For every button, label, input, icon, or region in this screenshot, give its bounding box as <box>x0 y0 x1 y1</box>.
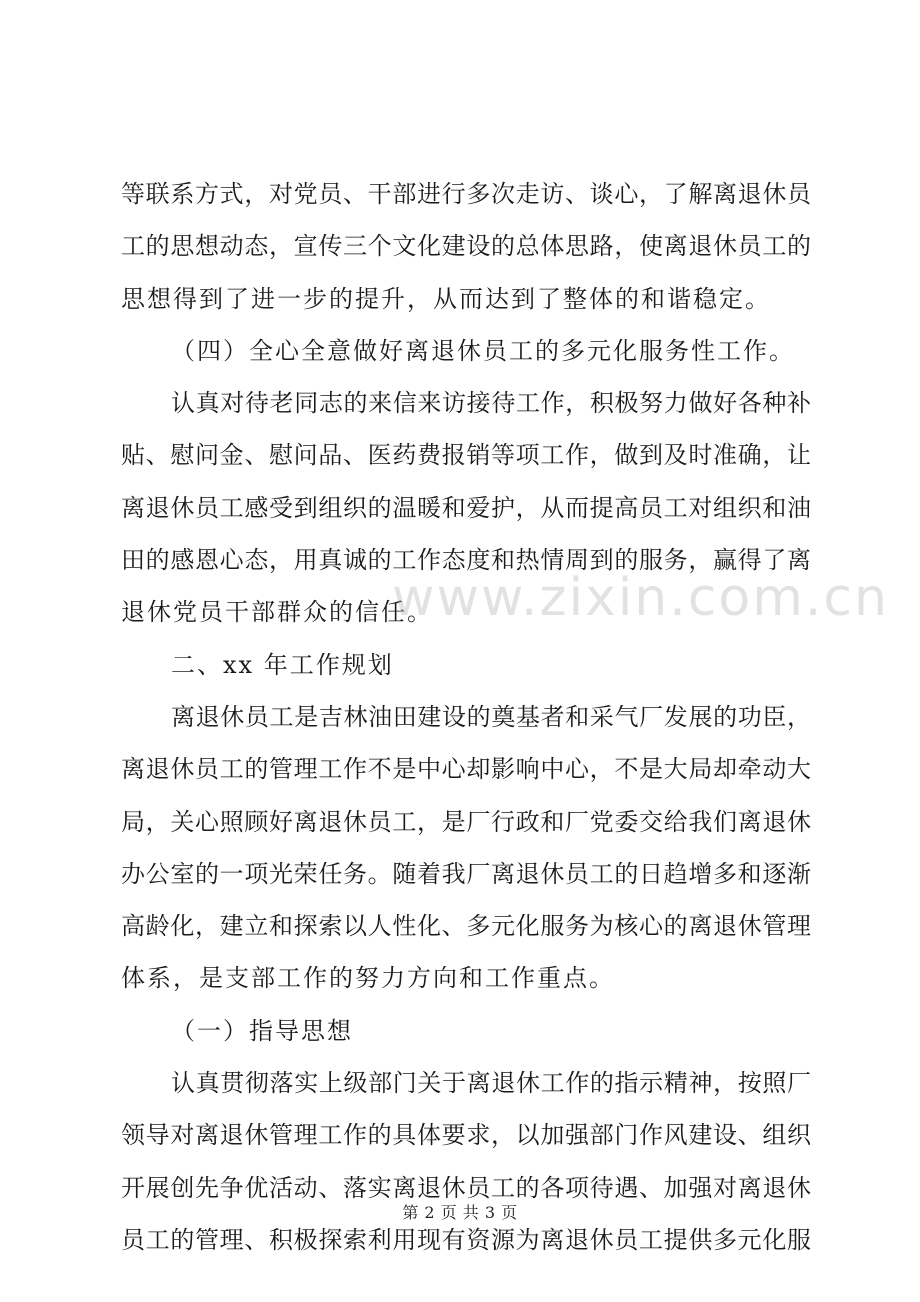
text-line: 思想得到了进一步的提升，从而达到了整体的和谐稳定。 <box>121 284 771 313</box>
text-line: 认真贯彻落实上级部门关于离退休工作的指示精神，按照厂 <box>171 1069 811 1098</box>
text-line: 离退休员工是吉林油田建设的奠基者和采气厂发展的功臣， <box>171 702 811 731</box>
section-heading-4: （四）全心全意做好离退休员工的多元化服务性工作。 <box>171 336 795 365</box>
text-line: 领导对离退休管理工作的具体要求，以加强部门作风建设、组织 <box>121 1121 811 1150</box>
text-line: 局，关心照顾好离退休员工，是厂行政和厂党委交给我们离退休 <box>121 807 811 836</box>
text-line: 田的感恩心态，用真诚的工作态度和热情周到的服务，赢得了离 <box>121 546 811 575</box>
document-body <box>121 168 811 1266</box>
section-heading-1: （一）指导思想 <box>171 1016 353 1045</box>
text-line: 员工的管理、积极探索利用现有资源为离退休员工提供多元化服 <box>121 1225 811 1254</box>
text-line: 工的思想动态，宣传三个文化建设的总体思路，使离退休员工的 <box>121 232 811 261</box>
text-line: 离退休员工的管理工作不是中心却影响中心，不是大局却牵动大 <box>121 755 811 784</box>
text-line: 体系，是支部工作的努力方向和工作重点。 <box>121 964 615 993</box>
text-line: 离退休员工感受到组织的温暖和爱护，从而提高员工对组织和油 <box>121 493 811 522</box>
section-heading-2: 二、xx 年工作规划 <box>171 650 394 679</box>
text-line: 开展创先争优活动、落实离退休员工的各项待遇、加强对离退休 <box>121 1173 811 1202</box>
text-line: 贴、慰问金、慰问品、医药费报销等项工作，做到及时准确，让 <box>121 441 811 470</box>
text-line: 等联系方式，对党员、干部进行多次走访、谈心，了解离退休员 <box>121 180 811 208</box>
text-line: 认真对待老同志的来信来访接待工作，积极努力做好各种补 <box>171 389 811 418</box>
text-line: 高龄化，建立和探索以人性化、多元化服务为核心的离退休管理 <box>121 912 811 941</box>
text-line: 办公室的一项光荣任务。随着我厂离退休员工的日趋增多和逐渐 <box>121 859 811 888</box>
watermark: www.zixin.com.cn <box>392 568 889 628</box>
page-number-footer: 第 2 页 共 3 页 <box>402 1203 518 1222</box>
text-line: 退休党员干部群众的信任。 <box>121 598 433 627</box>
